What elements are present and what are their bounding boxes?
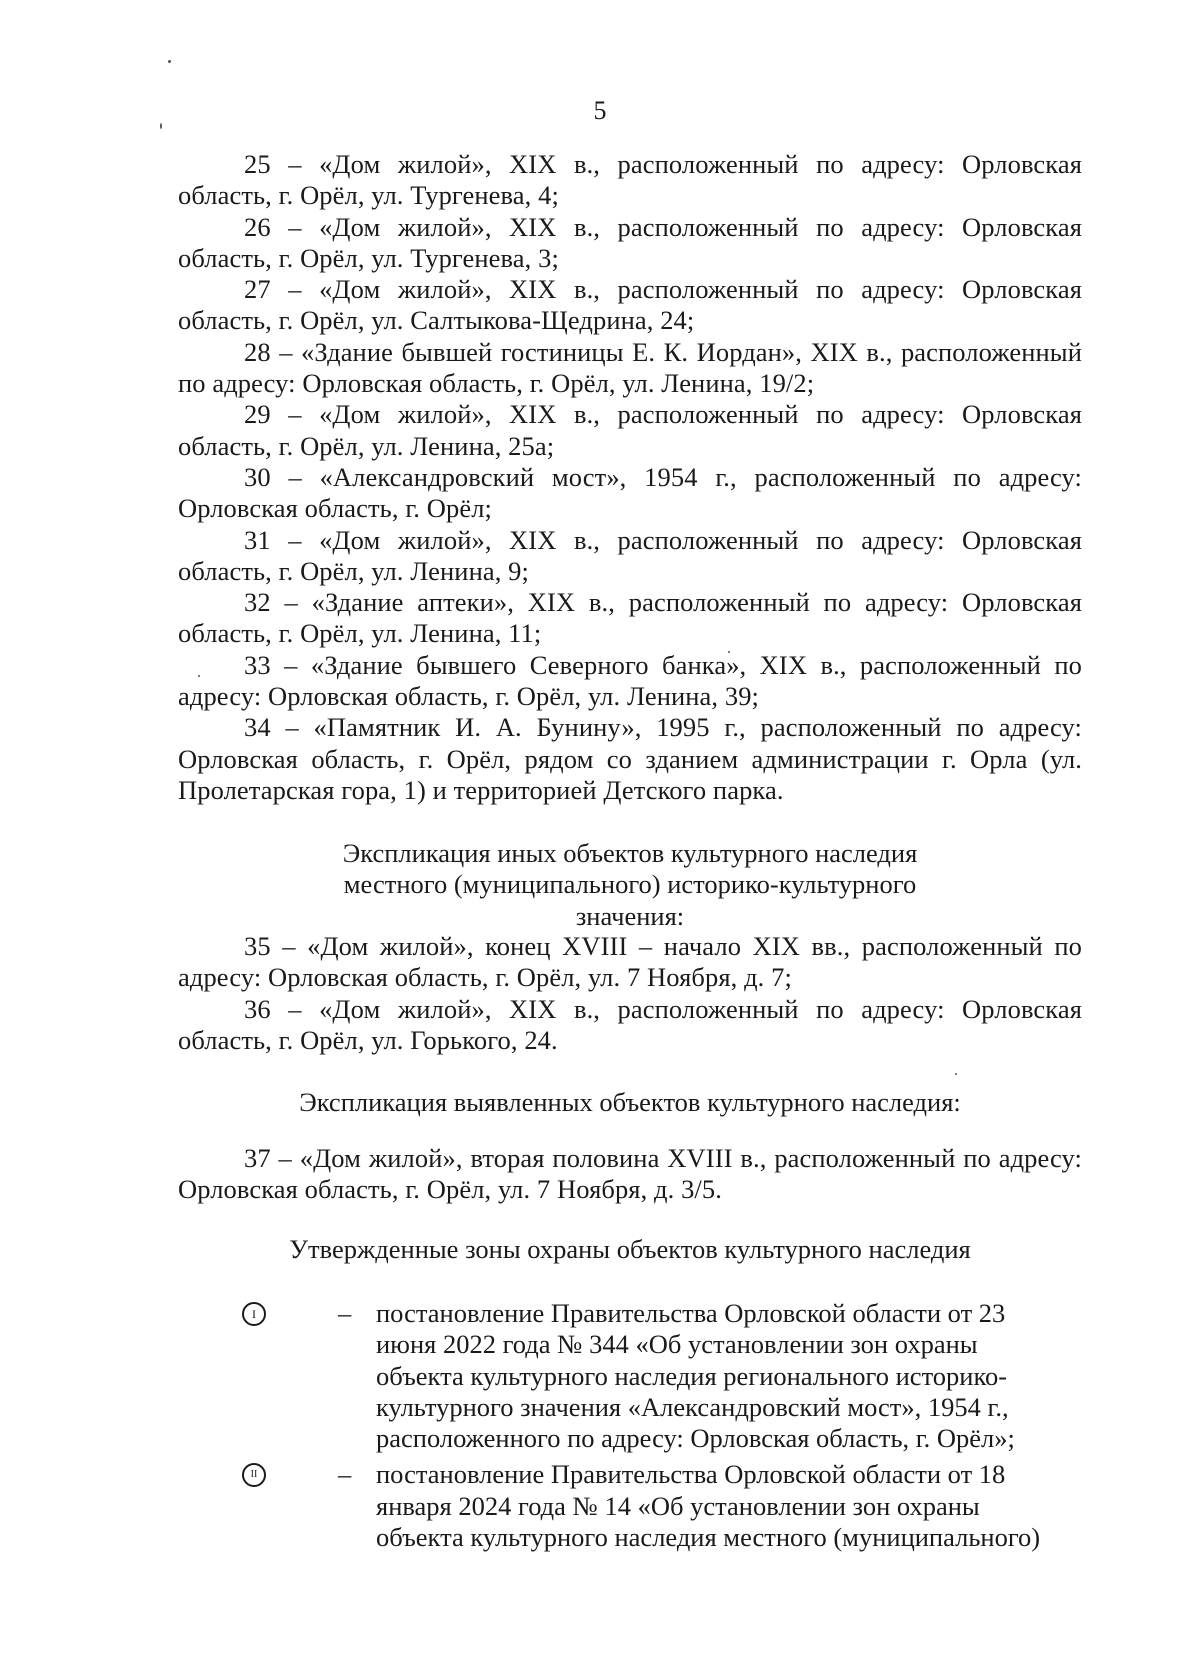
list-item: 35 – «Дом жилой», конец XVIII – начало XIX вв., расположенный по адресу: Орловская область, г. Орёл, ул. 7 Ноября, д. 7;	[178, 931, 1082, 993]
list-item: 29 – «Дом жилой», XIX в., расположенный по адресу: Орловская область, г. Орёл, ул. Ленина, 25а;	[178, 399, 1082, 461]
zones-list	[178, 1298, 1082, 1558]
list-item: 33 – «Здание бывшего Северного банка», XIX в., расположенный по адресу: Орловская область, г. Орёл, ул. Ленина, 39;	[178, 649, 1082, 712]
zone-item	[178, 1298, 1082, 1454]
zone-text: постановление Правительства Орловской области от 23 июня 2022 года № 344 «Об установлении зон охраны объекта культурного наследия регионального историко-культурного значения «Александровский мост», 1954 г., расположенного по адресу: Орловская область, г. Орёл»;	[376, 1298, 1015, 1454]
list-item: 25 – «Дом жилой», XIX в., расположенный по адресу: Орловская область, г. Орёл, ул. Тургенева, 4;	[178, 149, 1082, 211]
list-item: 30 – «Александровский мост», 1954 г., расположенный по адресу: Орловская область, г. Орёл;	[178, 461, 1082, 524]
local-entries-list	[178, 931, 1082, 1056]
zone-text: постановление Правительства Орловской области от 18 января 2024 года № 14 «Об установлении зон охраны объекта культурного наследия местного (муниципального)	[376, 1459, 1041, 1553]
page-number: 5	[593, 96, 607, 125]
list-item: 32 – «Здание аптеки», XIX в., расположенный по адресу: Орловская область, г. Орёл, ул. Ленина, 11;	[178, 587, 1082, 649]
list-item: 37 – «Дом жилой», вторая половина XVIII в., расположенный по адресу: Орловская область, г. Орёл, ул. 7 Ноября, д. 3/5.	[178, 1143, 1082, 1205]
identified-entries-list	[178, 1143, 1082, 1206]
list-item: 31 – «Дом жилой», XIX в., расположенный по адресу: Орловская область, г. Орёл, ул. Ленина, 9;	[178, 524, 1082, 586]
section-heading-identified: Экспликация выявленных объектов культурного наследия:	[299, 1087, 961, 1117]
circled-numeral-icon: II	[242, 1463, 266, 1487]
section-heading-zones: Утвержденные зоны охраны объектов культурного наследия	[289, 1234, 971, 1264]
zone-dash: –	[338, 1298, 352, 1328]
section-heading-local: Экспликация иных объектов культурного наследия местного (муниципального) историко-культурного значения:	[342, 838, 918, 931]
scan-speck	[168, 60, 171, 63]
list-item: 28 – «Здание бывшей гостиницы Е. К. Иордан», XIX в., расположенный по адресу: Орловская область, г. Орёл, ул. Ленина, 19/2;	[178, 336, 1082, 399]
list-item: 34 – «Памятник И. А. Бунину», 1995 г., расположенный по адресу: Орловская область, г. Орёл, рядом со зданием администрации г. Орла (ул. Пролетарская гора, 1) и территорией Детского парка.	[178, 712, 1082, 805]
list-item: 26 – «Дом жилой», XIX в., расположенный по адресу: Орловская область, г. Орёл, ул. Тургенева, 3;	[178, 211, 1082, 273]
entries-list	[178, 149, 1082, 806]
zone-dash: –	[338, 1459, 352, 1490]
scan-speck	[955, 1073, 957, 1075]
circled-numeral-icon: I	[242, 1302, 266, 1326]
list-item: 27 – «Дом жилой», XIX в., расположенный по адресу: Орловская область, г. Орёл, ул. Салтыкова-Щедрина, 24;	[178, 274, 1082, 336]
list-item: 36 – «Дом жилой», XIX в., расположенный по адресу: Орловская область, г. Орёл, ул. Горького, 24.	[178, 993, 1082, 1055]
zone-item	[178, 1459, 1082, 1553]
